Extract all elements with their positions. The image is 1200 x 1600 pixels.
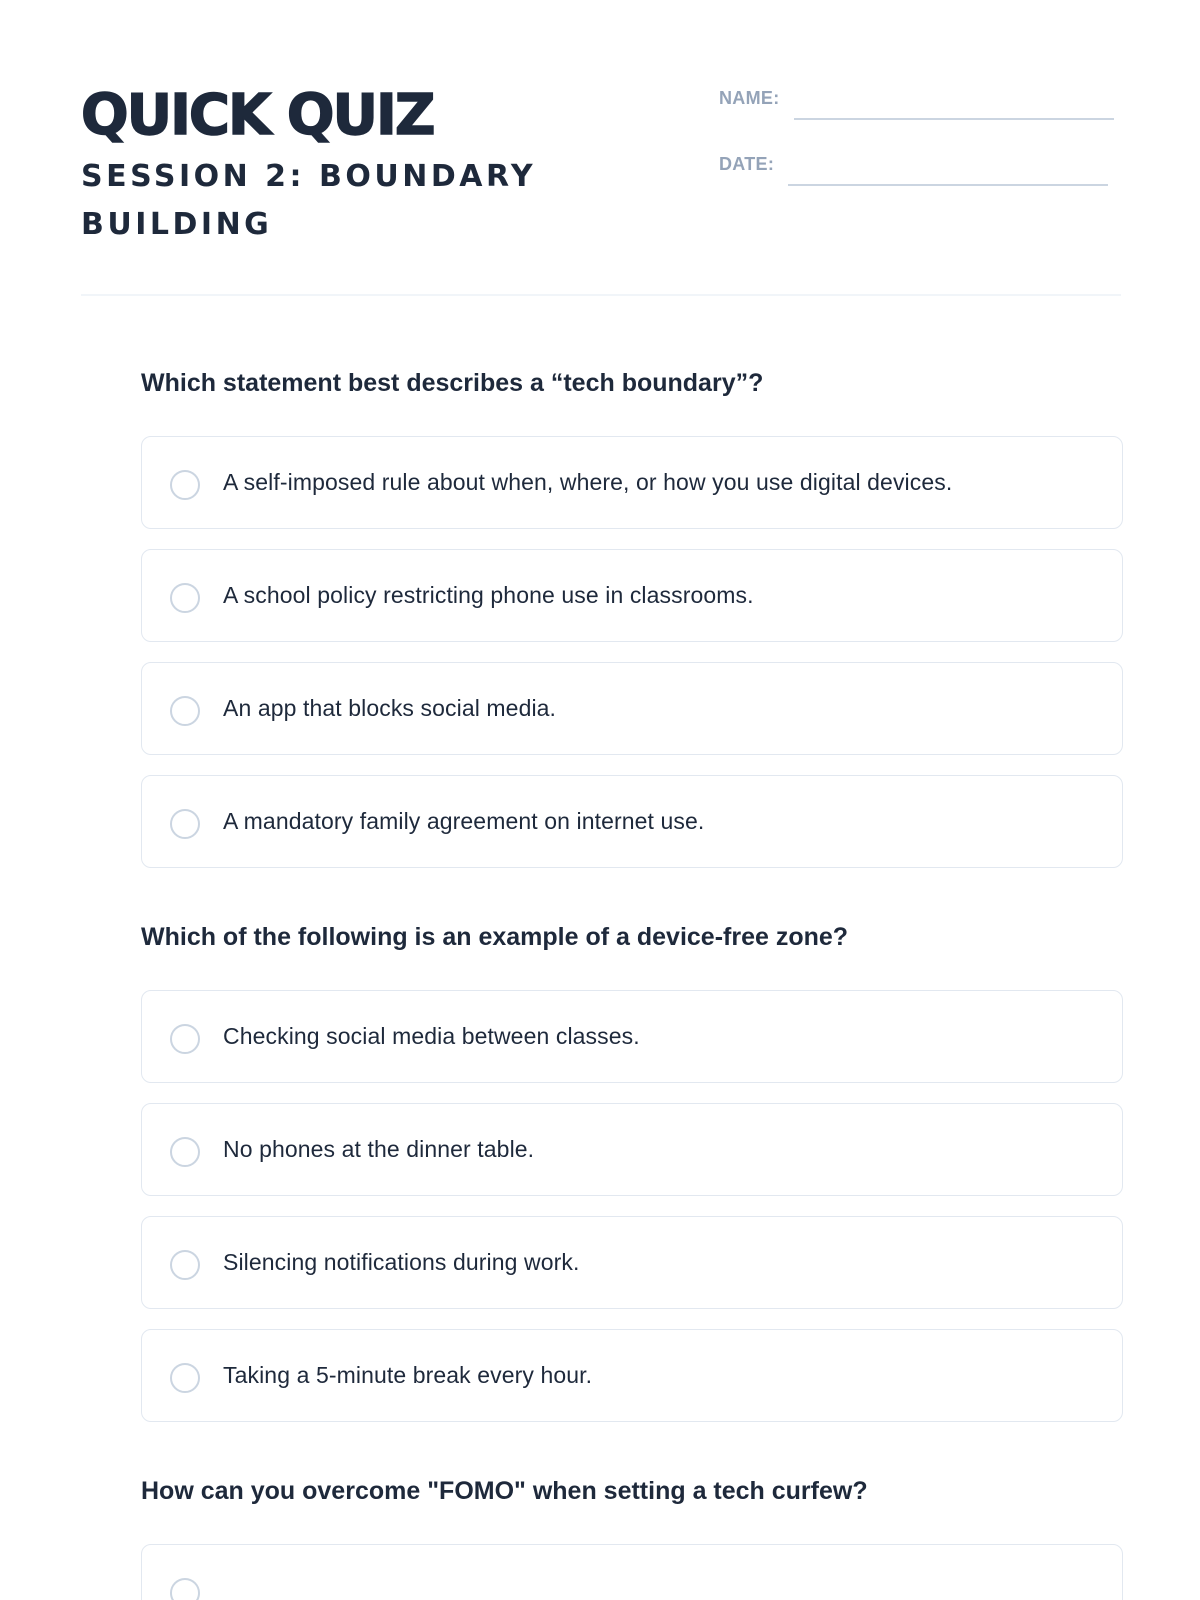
radio-button-icon[interactable] (170, 1250, 200, 1280)
name-label: NAME: (719, 88, 780, 108)
answer-option[interactable] (141, 1103, 1123, 1196)
answer-label: An app that blocks social media. (223, 695, 557, 721)
question-3 (141, 1474, 1123, 1600)
question-1 (141, 366, 1123, 868)
answer-label: A self-imposed rule about when, where, or how you use digital devices. (223, 469, 953, 495)
answer-label: Silencing notifications during work. (223, 1249, 580, 1275)
name-input-line[interactable] (794, 94, 1114, 120)
date-label: DATE: (719, 154, 775, 174)
name-field (719, 86, 1114, 110)
radio-button-icon[interactable] (170, 583, 200, 613)
radio-button-icon[interactable] (170, 809, 200, 839)
radio-button-icon[interactable] (170, 696, 200, 726)
question-list (141, 366, 1123, 1600)
answer-option[interactable] (141, 549, 1123, 642)
header-divider (81, 294, 1121, 296)
date-field (719, 152, 1108, 176)
answer-option[interactable] (141, 1544, 1123, 1600)
answer-option[interactable] (141, 990, 1123, 1083)
page-title: QUICK QUIZ (81, 83, 434, 148)
answer-option[interactable] (141, 775, 1123, 868)
answer-label: A school policy restricting phone use in classrooms. (223, 582, 754, 608)
answer-label: A mandatory family agreement on internet use. (223, 808, 705, 834)
radio-button-icon[interactable] (170, 1024, 200, 1054)
answer-option[interactable] (141, 1329, 1123, 1422)
answer-option[interactable] (141, 662, 1123, 755)
answer-option[interactable] (141, 436, 1123, 529)
answer-option[interactable] (141, 1216, 1123, 1309)
answer-label: Taking a 5-minute break every hour. (223, 1362, 593, 1388)
radio-button-icon[interactable] (170, 1363, 200, 1393)
question-text: How can you overcome "FOMO" when setting a tech curfew? (141, 1477, 868, 1505)
session-subtitle: SESSION 2: BOUNDARY BUILDING (81, 159, 537, 242)
question-text: Which of the following is an example of a device-free zone? (141, 923, 849, 951)
quiz-header (81, 83, 1121, 296)
date-input-line[interactable] (788, 160, 1108, 186)
radio-button-icon[interactable] (170, 1137, 200, 1167)
radio-button-icon[interactable] (170, 1578, 200, 1600)
answer-label: No phones at the dinner table. (223, 1136, 535, 1162)
radio-button-icon[interactable] (170, 470, 200, 500)
question-text: Which statement best describes a “tech boundary”? (141, 369, 764, 397)
question-2 (141, 920, 1123, 1422)
answer-label: Checking social media between classes. (223, 1023, 640, 1049)
